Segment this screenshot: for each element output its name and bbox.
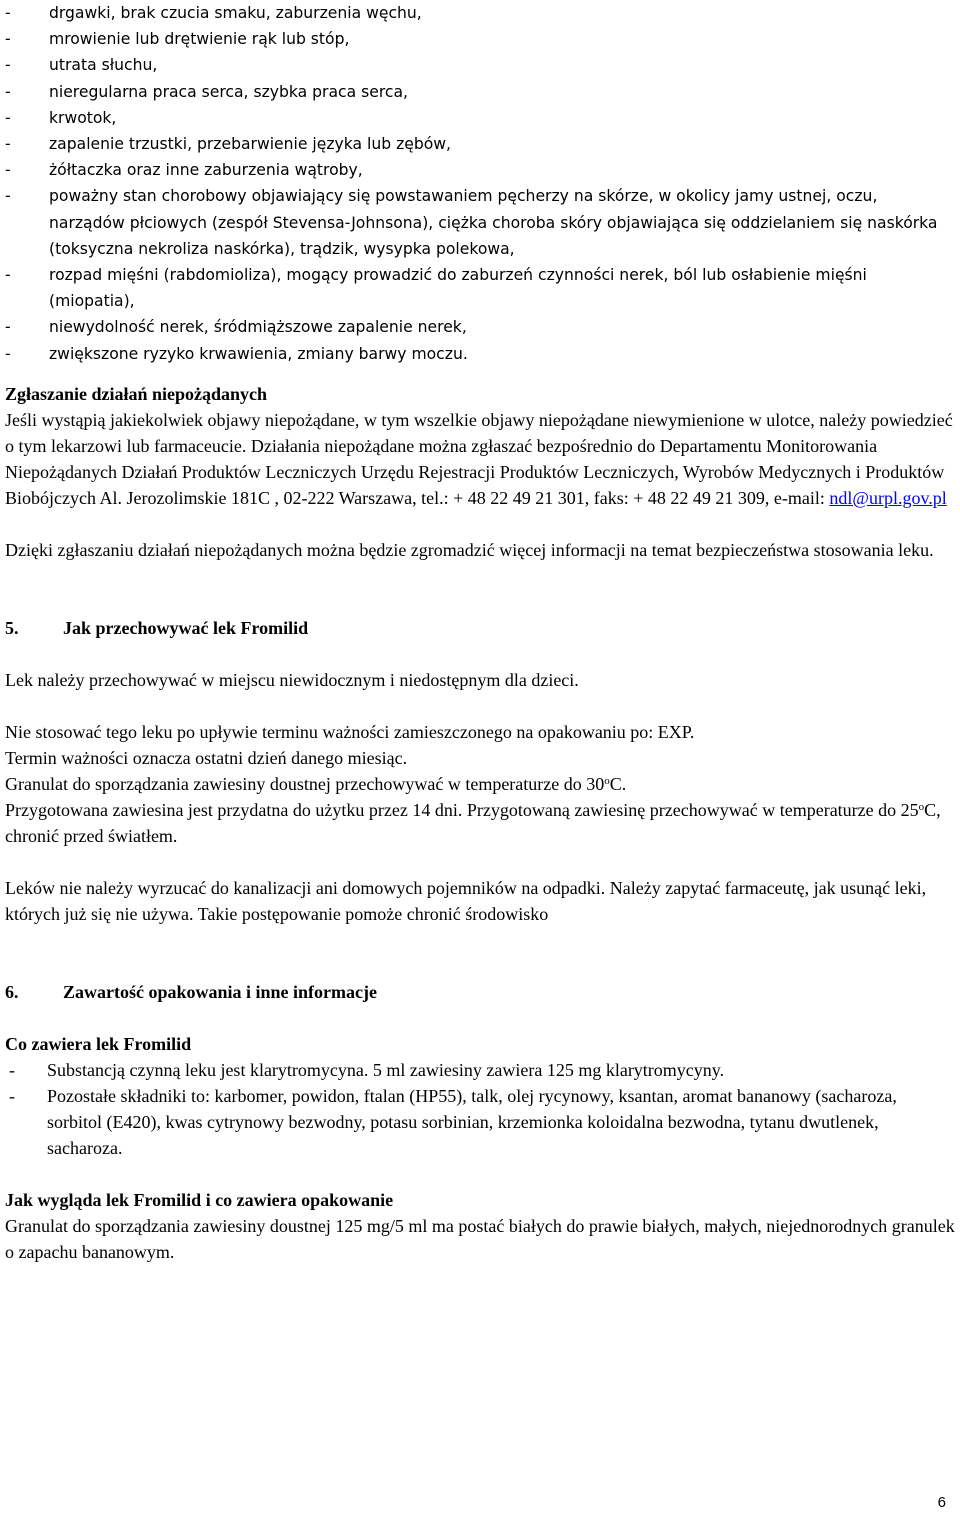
side-effects-list [5,0,955,367]
section-title: Zawartość opakowania i inne informacje [63,981,377,1002]
list-item: - mrowienie lub drętwienie rąk lub stóp, [5,30,350,49]
expiry-meaning: Termin ważności oznacza ostatni dzień danego miesiąc. [5,747,408,768]
section-5-heading [5,615,955,641]
list-item: - rozpad mięśni (rabdomioliza), mogący prowadzić do zaburzeń czynności nerek, ból lub osłabienie mięśni (miopatia), [5,266,867,311]
section-number: 5. [5,617,19,638]
suspension-storage: Przygotowana zawiesina jest przydatna do użytku przez 14 dni. Przygotowaną zawiesinę przechowywać w temperaturze do 25$^o$C, chronić przed światłem. [5,799,941,846]
document-page [5,0,955,1265]
appearance-text: Granulat do sporządzania zawiesiny doustnej 125 mg/5 ml ma postać białych do prawie białych, małych, niejednorodnych granulek o zapachu bananowym. [5,1215,955,1262]
list-item: - Pozostałe składniki to: karbomer, powidon, ftalan (HP55), talk, olej rycynowy, ksantan, aromat bananowy (sacharoza, sorbitol (E420), kwas cytrynowy bezwodny, potasu sorbinian, krzemionka koloidalna bezwodna, tytanu dwutlenek, sacharoza. [9,1085,897,1158]
list-item: - niewydolność nerek, śródmiąższowe zapalenie nerek, [5,318,467,337]
list-item: - żółtaczka oraz inne zaburzenia wątroby, [5,161,363,180]
list-item: - drgawki, brak czucia smaku, zaburzenia węchu, [5,4,422,22]
contents-list [5,1057,955,1161]
reporting-benefit: Dzięki zgłaszaniu działań niepożądanych można będzie zgromadzić więcej informacji na temat bezpieczeństwa stosowania leku. [5,539,934,560]
list-item: - nieregularna praca serca, szybka praca serca, [5,82,408,101]
list-item: - zwiększone ryzyko krwawienia, zmiany barwy moczu. [5,344,468,363]
disposal-paragraph: Leków nie należy wyrzucać do kanalizacji ani domowych pojemników na odpadki. Należy zapytać farmaceutę, jak usunąć leki, których już się nie używa. Takie postępowanie pomoże chronić środowisko [5,877,927,924]
page-number: 6 [937,1494,946,1511]
section-title: Jak przechowywać lek Fromilid [63,617,309,638]
report-email-link[interactable]: ndl@urpl.gov.pl [829,487,947,508]
appearance-heading: Jak wygląda lek Fromilid i co zawiera opakowanie [5,1189,394,1210]
storage-children: Lek należy przechowywać w miejscu niewidocznym i niedostępnym dla dzieci. [5,669,579,690]
list-item: - poważny stan chorobowy objawiający się powstawaniem pęcherzy na skórze, w okolicy jamy ustnej, oczu, narządów płciowych (zespół Stevensa-Johnsona), ciężka choroba skóry objawiająca się oddzielaniem się naskórka (toksyczna nekroliza naskórka), trądzik, wysypka polekowa, [5,187,938,258]
section-6-heading [5,979,955,1005]
list-item: - Substancją czynną leku jest klarytromycyna. 5 ml zawiesiny zawiera 125 mg klarytromycyny. [9,1059,725,1080]
reporting-heading: Zgłaszanie działań niepożądanych [5,383,268,404]
expiry-line: Nie stosować tego leku po upływie terminu ważności zamieszczonego na opakowaniu po: EXP. [5,721,695,742]
reporting-paragraph: Jeśli wystąpią jakiekolwiek objawy niepożądane, w tym wszelkie objawy niepożądane niewymienione w ulotce, należy powiedzieć o tym lekarzowi lub farmaceucie. Działania niepożądane można zgłaszać bezpośrednio do Departamentu Monitorowania Niepożądanych Działań Produktów Leczniczych Urzędu Rejestracji Produktów Leczniczych, Wyrobów Medycznych i Produktów Biobójczych Al. Jerozolimskie 181C , 02-222 Warszawa, tel.: + 48 22 49 21 301, faks: + 48 22 49 21 309, e-mail: ndl@urpl.gov.pl [5,409,953,508]
list-item: - utrata słuchu, [5,56,158,75]
section-number: 6. [5,981,19,1002]
granulate-storage: Granulat do sporządzania zawiesiny doustnej przechowywać w temperaturze do 30$^o$C. [5,773,627,794]
list-item: - krwotok, [5,108,117,127]
list-item: - zapalenie trzustki, przebarwienie języka lub zębów, [5,135,452,154]
contents-heading: Co zawiera lek Fromilid [5,1033,192,1054]
